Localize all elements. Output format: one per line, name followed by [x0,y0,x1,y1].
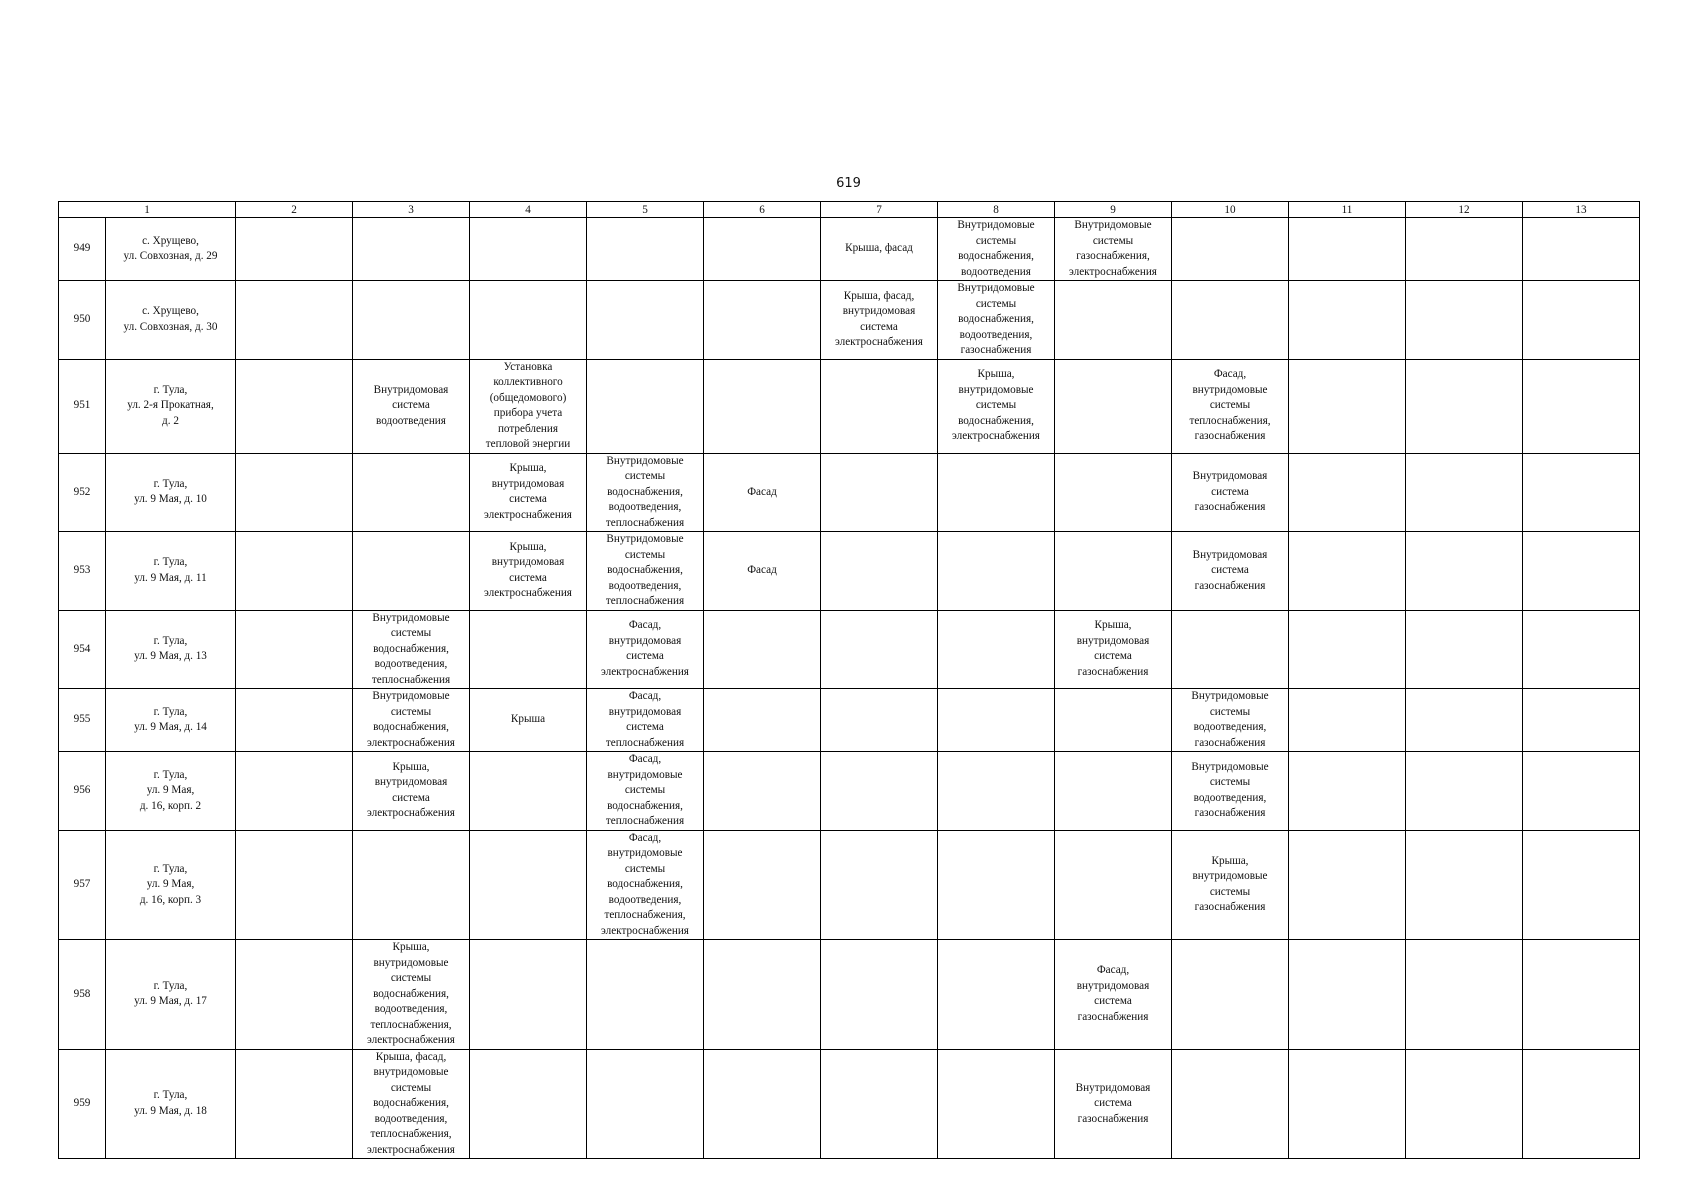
work-cell-col-4 [470,281,587,360]
work-cell-col-6 [704,1049,821,1159]
row-number-cell: 955 [59,689,106,752]
work-cell-col-11 [1289,1049,1406,1159]
work-cell-col-5: Внутридомовые системы водоснабжения, водоотведения, теплоснабжения [587,532,704,611]
work-cell-col-6 [704,610,821,689]
work-cell-col-2 [236,1049,353,1159]
work-cell-col-13 [1523,359,1640,453]
work-cell-col-13 [1523,752,1640,831]
work-cell-col-13 [1523,281,1640,360]
address-cell: г. Тула, ул. 2-я Прокатная, д. 2 [106,359,236,453]
work-cell-col-11 [1289,453,1406,532]
table-row [59,453,1640,532]
work-cell-col-9: Крыша, внутридомовая система газоснабжения [1055,610,1172,689]
work-cell-col-3: Крыша, внутридомовые системы водоснабжения, водоотведения, теплоснабжения, электроснабжения [353,940,470,1050]
work-cell-col-6 [704,359,821,453]
table-row [59,281,1640,360]
address-cell: г. Тула, ул. 9 Мая, д. 14 [106,689,236,752]
work-cell-col-4: Установка коллективного (общедомового) прибора учета потребления тепловой энергии [470,359,587,453]
work-cell-col-2 [236,359,353,453]
work-cell-col-2 [236,689,353,752]
column-header: 9 [1055,202,1172,218]
work-cell-col-7 [821,453,938,532]
column-header: 1 [59,202,236,218]
address-cell: с. Хрущево, ул. Совхозная, д. 29 [106,218,236,281]
work-cell-col-3: Крыша, фасад, внутридомовые системы водоснабжения, водоотведения, теплоснабжения, электроснабжения [353,1049,470,1159]
work-cell-col-9 [1055,830,1172,940]
table-row [59,940,1640,1050]
column-header: 4 [470,202,587,218]
row-number-cell: 950 [59,281,106,360]
work-cell-col-7 [821,689,938,752]
work-cell-col-4: Крыша, внутридомовая система электроснабжения [470,453,587,532]
work-cell-col-8: Крыша, внутридомовые системы водоснабжения, электроснабжения [938,359,1055,453]
work-cell-col-11 [1289,359,1406,453]
work-cell-col-7 [821,532,938,611]
table-row [59,532,1640,611]
work-cell-col-13 [1523,830,1640,940]
repair-schedule-table [58,201,1640,1159]
row-number-cell: 951 [59,359,106,453]
work-cell-col-10: Фасад, внутридомовые системы теплоснабжения, газоснабжения [1172,359,1289,453]
work-cell-col-10 [1172,281,1289,360]
work-cell-col-13 [1523,1049,1640,1159]
work-cell-col-6 [704,689,821,752]
work-cell-col-11 [1289,752,1406,831]
address-cell: г. Тула, ул. 9 Мая, д. 13 [106,610,236,689]
work-cell-col-5 [587,1049,704,1159]
address-cell: г. Тула, ул. 9 Мая, д. 16, корп. 2 [106,752,236,831]
table-body [59,218,1640,1159]
work-cell-col-9 [1055,689,1172,752]
table-row [59,830,1640,940]
work-cell-col-4: Крыша [470,689,587,752]
column-header: 5 [587,202,704,218]
work-cell-col-6 [704,830,821,940]
work-cell-col-9 [1055,359,1172,453]
work-cell-col-4: Крыша, внутридомовая система электроснабжения [470,532,587,611]
work-cell-col-9: Фасад, внутридомовая система газоснабжения [1055,940,1172,1050]
work-cell-col-10: Крыша, внутридомовые системы газоснабжения [1172,830,1289,940]
work-cell-col-6 [704,218,821,281]
column-header: 3 [353,202,470,218]
work-cell-col-4 [470,1049,587,1159]
column-header: 11 [1289,202,1406,218]
work-cell-col-9 [1055,281,1172,360]
work-cell-col-8 [938,610,1055,689]
work-cell-col-3: Внутридомовые системы водоснабжения, водоотведения, теплоснабжения [353,610,470,689]
work-cell-col-5: Фасад, внутридомовая система электроснабжения [587,610,704,689]
work-cell-col-3 [353,218,470,281]
work-cell-col-11 [1289,689,1406,752]
work-cell-col-10 [1172,610,1289,689]
work-cell-col-12 [1406,532,1523,611]
work-cell-col-2 [236,940,353,1050]
work-cell-col-2 [236,610,353,689]
work-cell-col-13 [1523,218,1640,281]
column-header: 12 [1406,202,1523,218]
work-cell-col-5 [587,281,704,360]
work-cell-col-4 [470,610,587,689]
work-cell-col-8 [938,453,1055,532]
work-cell-col-7 [821,940,938,1050]
row-number-cell: 956 [59,752,106,831]
work-cell-col-2 [236,453,353,532]
work-cell-col-6: Фасад [704,453,821,532]
work-cell-col-8 [938,830,1055,940]
table-row [59,610,1640,689]
address-cell: г. Тула, ул. 9 Мая, д. 16, корп. 3 [106,830,236,940]
work-cell-col-11 [1289,610,1406,689]
page-number: 619 [836,176,861,191]
work-cell-col-2 [236,752,353,831]
table-row [59,218,1640,281]
work-cell-col-10: Внутридомовые системы водоотведения, газоснабжения [1172,689,1289,752]
work-cell-col-5 [587,940,704,1050]
work-cell-col-2 [236,218,353,281]
work-cell-col-8 [938,532,1055,611]
work-cell-col-13 [1523,940,1640,1050]
work-cell-col-6 [704,940,821,1050]
work-cell-col-2 [236,532,353,611]
work-cell-col-12 [1406,610,1523,689]
work-cell-col-4 [470,218,587,281]
work-cell-col-12 [1406,359,1523,453]
work-cell-col-3: Внутридомовая система водоотведения [353,359,470,453]
work-cell-col-12 [1406,830,1523,940]
work-cell-col-13 [1523,689,1640,752]
work-cell-col-10 [1172,940,1289,1050]
work-cell-col-9 [1055,453,1172,532]
table-row [59,689,1640,752]
work-cell-col-13 [1523,610,1640,689]
work-cell-col-8 [938,1049,1055,1159]
column-header: 6 [704,202,821,218]
work-cell-col-13 [1523,532,1640,611]
work-cell-col-12 [1406,281,1523,360]
column-header: 2 [236,202,353,218]
work-cell-col-12 [1406,689,1523,752]
address-cell: г. Тула, ул. 9 Мая, д. 17 [106,940,236,1050]
work-cell-col-11 [1289,218,1406,281]
column-header: 10 [1172,202,1289,218]
column-number-header-row [59,202,1640,218]
work-cell-col-4 [470,830,587,940]
work-cell-col-8: Внутридомовые системы водоснабжения, водоотведения, газоснабжения [938,281,1055,360]
table-row [59,1049,1640,1159]
work-cell-col-5 [587,359,704,453]
work-cell-col-2 [236,830,353,940]
work-cell-col-10: Внутридомовая система газоснабжения [1172,453,1289,532]
work-cell-col-5: Фасад, внутридомовые системы водоснабжения, теплоснабжения [587,752,704,831]
table-row [59,752,1640,831]
row-number-cell: 954 [59,610,106,689]
work-cell-col-6: Фасад [704,532,821,611]
work-cell-col-6 [704,752,821,831]
work-cell-col-3 [353,281,470,360]
work-cell-col-3 [353,453,470,532]
work-cell-col-8 [938,752,1055,831]
row-number-cell: 952 [59,453,106,532]
work-cell-col-5: Фасад, внутридомовые системы водоснабжения, водоотведения, теплоснабжения, электроснабжения [587,830,704,940]
column-header: 7 [821,202,938,218]
work-cell-col-11 [1289,532,1406,611]
work-cell-col-11 [1289,281,1406,360]
work-cell-col-12 [1406,1049,1523,1159]
work-cell-col-7: Крыша, фасад [821,218,938,281]
work-cell-col-12 [1406,752,1523,831]
work-cell-col-10 [1172,218,1289,281]
work-cell-col-10: Внутридомовая система газоснабжения [1172,532,1289,611]
row-number-cell: 958 [59,940,106,1050]
work-cell-col-11 [1289,940,1406,1050]
work-cell-col-13 [1523,453,1640,532]
work-cell-col-3: Внутридомовые системы водоснабжения, электроснабжения [353,689,470,752]
work-cell-col-4 [470,752,587,831]
row-number-cell: 953 [59,532,106,611]
work-cell-col-5: Фасад, внутридомовая система теплоснабжения [587,689,704,752]
work-cell-col-7 [821,830,938,940]
work-cell-col-12 [1406,218,1523,281]
table-row [59,359,1640,453]
work-cell-col-7 [821,1049,938,1159]
work-cell-col-12 [1406,940,1523,1050]
address-cell: г. Тула, ул. 9 Мая, д. 11 [106,532,236,611]
work-cell-col-9 [1055,752,1172,831]
work-cell-col-3 [353,830,470,940]
work-cell-col-4 [470,940,587,1050]
address-cell: г. Тула, ул. 9 Мая, д. 10 [106,453,236,532]
work-cell-col-2 [236,281,353,360]
work-cell-col-7 [821,610,938,689]
address-cell: г. Тула, ул. 9 Мая, д. 18 [106,1049,236,1159]
work-cell-col-10 [1172,1049,1289,1159]
work-cell-col-10: Внутридомовые системы водоотведения, газоснабжения [1172,752,1289,831]
work-cell-col-5: Внутридомовые системы водоснабжения, водоотведения, теплоснабжения [587,453,704,532]
work-cell-col-12 [1406,453,1523,532]
address-cell: с. Хрущево, ул. Совхозная, д. 30 [106,281,236,360]
row-number-cell: 949 [59,218,106,281]
work-cell-col-8 [938,689,1055,752]
column-header: 8 [938,202,1055,218]
work-cell-col-3: Крыша, внутридомовая система электроснабжения [353,752,470,831]
row-number-cell: 957 [59,830,106,940]
work-cell-col-9 [1055,532,1172,611]
row-number-cell: 959 [59,1049,106,1159]
work-cell-col-7 [821,359,938,453]
column-header: 13 [1523,202,1640,218]
work-cell-col-5 [587,218,704,281]
work-cell-col-7 [821,752,938,831]
work-cell-col-3 [353,532,470,611]
work-cell-col-7: Крыша, фасад, внутридомовая система электроснабжения [821,281,938,360]
work-cell-col-8 [938,940,1055,1050]
work-cell-col-8: Внутридомовые системы водоснабжения, водоотведения [938,218,1055,281]
work-cell-col-6 [704,281,821,360]
work-cell-col-11 [1289,830,1406,940]
work-cell-col-9: Внутридомовая система газоснабжения [1055,1049,1172,1159]
work-cell-col-9: Внутридомовые системы газоснабжения, электроснабжения [1055,218,1172,281]
